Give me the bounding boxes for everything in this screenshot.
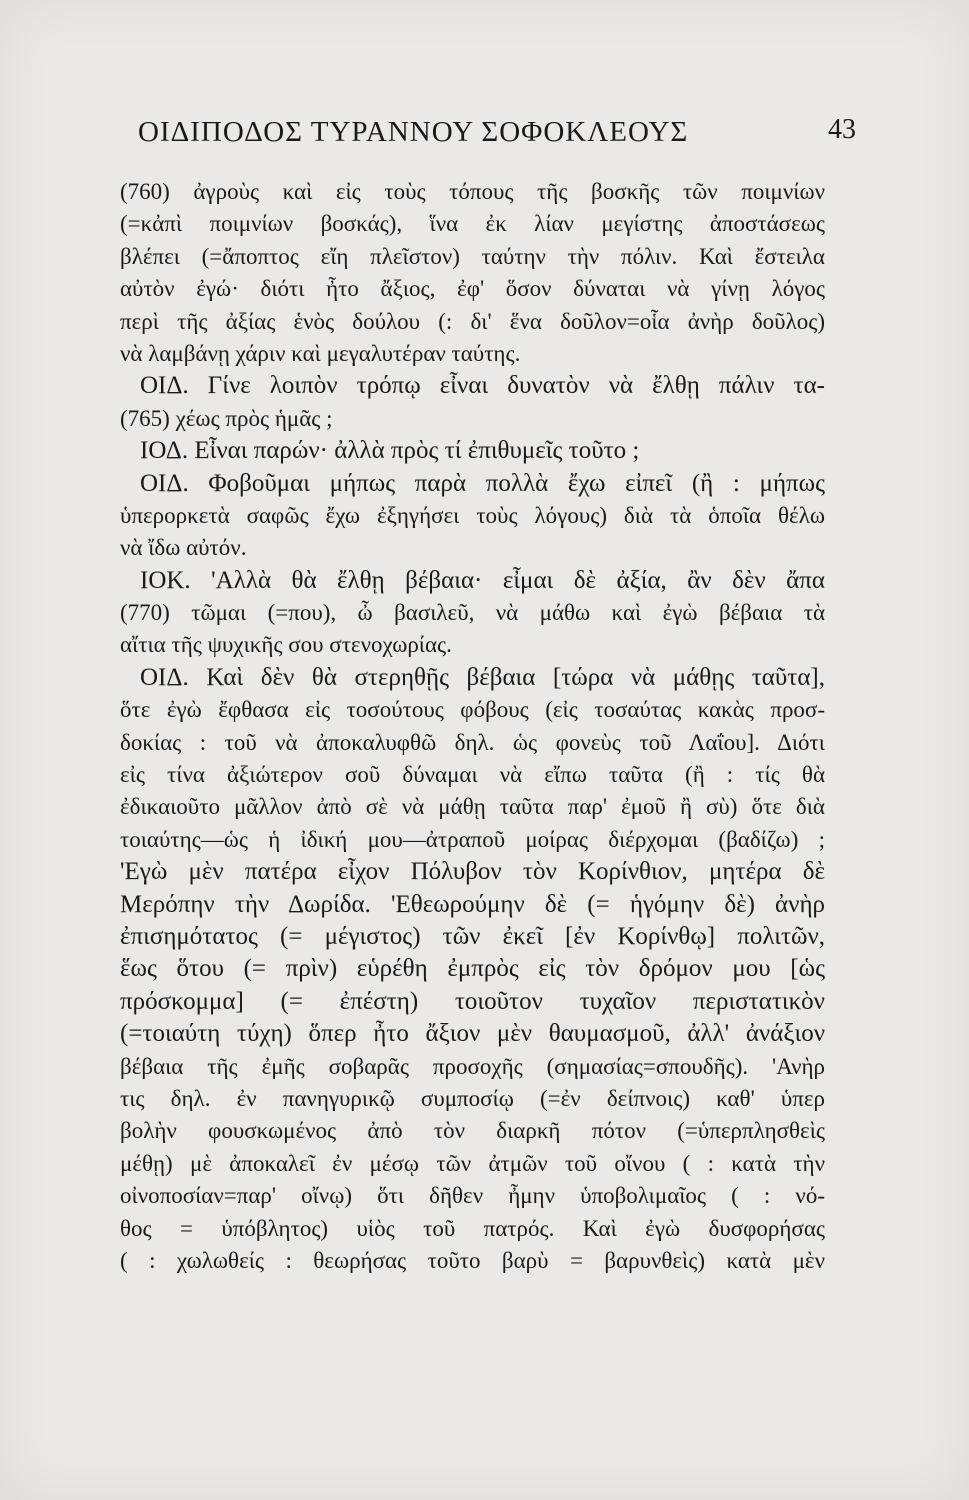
text-line: θος = ὑπόβλητος) υἱὸς τοῦ πατρός. Καὶ ἐγὼ δυσφορήσας (120, 1215, 825, 1241)
text-line: 'Εγὼ μὲν πατέρα εἶχον Πόλυβον τὸν Κορίνθιον, μητέρα δὲ (120, 858, 825, 886)
text-line: τοιαύτης—ὡς ἡ ἰδική μου—ἀτραποῦ μοίρας διέρχομαι (βαδίζω) ; (120, 826, 825, 852)
text-line: (=τοιαύτη τύχη) ὅπερ ἦτο ἄξιον μὲν θαυμασμοῦ, ἀλλ' ἀνάξιον (120, 1020, 825, 1048)
text-line: αὐτὸν ἐγώ· διότι ἦτο ἄξιος, ἐφ' ὅσον δύναται νὰ γίνῃ λόγος (120, 276, 825, 302)
text-line: ΟΙΔ. Καὶ δὲν θὰ στερηθῇς βέβαια [τώρα νὰ μάθῃς ταῦτα], (140, 663, 825, 691)
text-line: ὅτε ἐγὼ ἔφθασα εἰς τοσούτους φόβους (εἰς τοσαύτας κακὰς προσ- (120, 697, 825, 723)
page-header (118, 112, 898, 156)
text-line: (765) χέως πρὸς ἡμᾶς ; (120, 405, 333, 431)
text-line: ἕως ὅτου (= πρὶν) εὑρέθη ἐμπρὸς εἰς τὸν δρόμον μου [ὡς (120, 955, 825, 983)
page-number: 43 (828, 114, 856, 145)
text-line: δοκίας : τοῦ νὰ ἀποκαλυφθῶ δηλ. ὡς φονεὺς τοῦ Λαΐου]. Διότι (120, 729, 825, 755)
text-line: νὰ λαμβάνῃ χάριν καὶ μεγαλυτέραν ταύτης. (120, 340, 521, 366)
text-line: ( : χωλωθείς : θεωρήσας τοῦτο βαρὺ = βαρυνθεὶς) κατὰ μὲν (120, 1247, 825, 1273)
text-line: εἰς τίνα ἀξιώτερον σοῦ δύναμαι νὰ εἴπω ταῦτα (ἢ : τίς θὰ (120, 762, 825, 788)
text-line: τις δηλ. ἐν πανηγυρικῷ συμποσίῳ (=ἐν δείπνοις) καθ' ὑπερ (120, 1085, 825, 1111)
text-line: Μερόπην τὴν Δωρίδα. 'Εθεωρούμην δὲ (= ἡγόμην δὲ) ἀνὴρ (120, 890, 825, 918)
text-line: (=κἀπὶ ποιμνίων βοσκάς), ἵνα ἐκ λίαν μεγίστης ἀποστάσεως (120, 211, 825, 237)
text-line: αἴτια τῆς ψυχικῆς σου στενοχωρίας. (120, 632, 452, 658)
text-line: ἐδικαιοῦτο μᾶλλον ἀπὸ σὲ νὰ μάθῃ ταῦτα παρ' ἐμοῦ ἢ σὺ) ὅτε διὰ (120, 794, 825, 820)
text-line: περὶ τῆς ἀξίας ἑνὸς δούλου (: δι' ἕνα δοῦλον=οἷα ἀνὴρ δοῦλος) (120, 308, 825, 334)
text-line: (770) τῶμαι (=που), ὦ βασιλεῦ, νὰ μάθω καὶ ἐγὼ βέβαια τὰ (120, 600, 825, 626)
text-line: ΟΙΔ. Γίνε λοιπὸν τρόπῳ εἶναι δυνατὸν νὰ ἔλθῃ πάλιν τα- (140, 372, 825, 400)
text-line: μέθῃ) μὲ ἀποκαλεῖ ἐν μέσῳ τῶν ἀτμῶν τοῦ οἴνου ( : κατὰ τὴν (120, 1150, 825, 1176)
page-body (120, 176, 825, 1277)
text-line: βλέπει (=ἄποπτος εἴη πλεῖστον) ταύτην τὴν πόλιν. Καὶ ἔστειλα (120, 243, 825, 269)
text-line: πρόσκομμα] (= ἐπέστη) τοιοῦτον τυχαῖον περιστατικὸν (120, 987, 825, 1015)
text-line: ὑπερορκετὰ σαφῶς ἔχω ἐξηγήσει τοὺς λόγους) διὰ τὰ ὁποῖα θέλω (120, 502, 825, 528)
text-line: οἰνοποσίαν=παρ' οἴνῳ) ὅτι δῆθεν ἦμην ὑποβολιμαῖος ( : νό- (120, 1183, 825, 1209)
running-title: ΟΙΔΙΠΟΔΟΣ ΤΥΡΑΝΝΟΥ ΣΟΦΟΚΛΕΟΥΣ (138, 116, 689, 148)
text-line: ΟΙΔ. Φοβοῦμαι μήπως παρὰ πολλὰ ἔχω εἰπεῖ (ἢ : μήπως (140, 469, 825, 497)
text-line: βέβαια τῆς ἐμῆς σοβαρᾶς προσοχῆς (σημασίας=σπουδῆς). 'Ανὴρ (120, 1053, 825, 1079)
text-line: ἐπισημότατος (= μέγιστος) τῶν ἐκεῖ [ἐν Κορίνθῳ] πολιτῶν, (120, 922, 825, 950)
text-line: βολὴν φουσκωμένος ἀπὸ τὸν διαρκῆ πότον (=ὑπερπλησθεὶς (120, 1118, 825, 1144)
text-line: νὰ ἴδω αὐτόν. (120, 535, 247, 561)
text-line: ΙΟΔ. Εἶναι παρών· ἀλλὰ πρὸς τί ἐπιθυμεῖς τοῦτο ; (140, 437, 640, 465)
text-line: (760) ἀγροὺς καὶ εἰς τοὺς τόπους τῆς βοσκῆς τῶν ποιμνίων (120, 179, 825, 204)
text-line: ΙΟΚ. 'Αλλὰ θὰ ἔλθῃ βέβαια· εἶμαι δὲ ἀξία, ἂν δὲν ἄπα (140, 566, 825, 594)
